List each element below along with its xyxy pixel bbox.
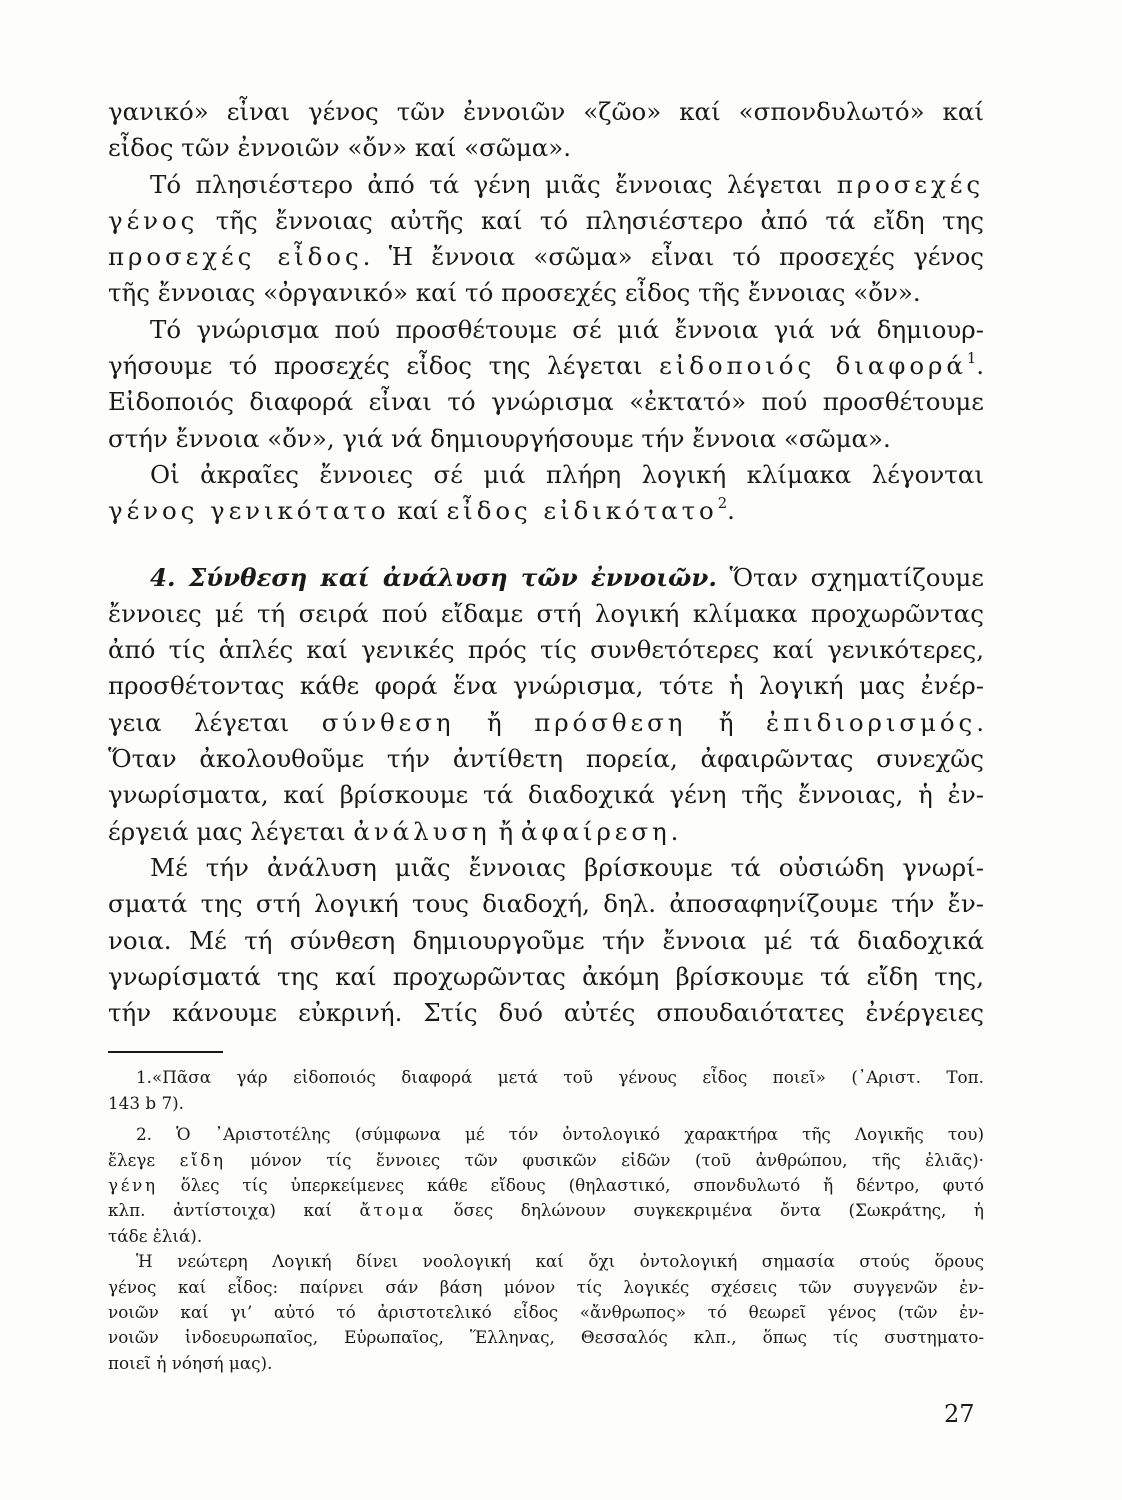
text-run: ἀφαίρεση bbox=[520, 816, 671, 846]
text-run: εἴδη bbox=[179, 1149, 226, 1170]
text-run: γήσουμε τό προσεχές εἶδος της λέγεται bbox=[108, 351, 660, 381]
text-run: έργειά μας λέγεται bbox=[108, 816, 354, 846]
text-run: ἄτομα bbox=[359, 1200, 426, 1221]
body-line bbox=[108, 348, 984, 384]
body-line bbox=[108, 203, 984, 239]
body-line bbox=[108, 995, 984, 1031]
footnote-marker: 1 bbox=[966, 350, 977, 368]
text-run: ἔννοιες μέ τή σειρά πού εἴδαμε στή λογική κλίμακα προχωρῶντας bbox=[108, 598, 984, 628]
text-run: σύνθεση bbox=[321, 707, 455, 737]
body-line bbox=[108, 421, 984, 457]
text-run: ποιεῖ ἡ νόησή μας). bbox=[108, 1352, 273, 1373]
text-run: νοιῶν καί γι’ αὐτό τό ἀριστοτελικό εἶδος «ἄνθρωπος» τό θεωρεῖ γένος (τῶν ἐν- bbox=[108, 1301, 984, 1322]
footnote-line bbox=[108, 1065, 984, 1090]
text-run: ἀνάλυση bbox=[353, 816, 491, 846]
body-line bbox=[108, 632, 984, 668]
footnote-line bbox=[108, 1173, 984, 1198]
page-number: 27 bbox=[944, 1400, 975, 1428]
text-run: γεια λέγεται bbox=[108, 707, 322, 737]
text-run: . bbox=[976, 351, 984, 381]
body-line bbox=[108, 705, 984, 741]
body-line bbox=[108, 741, 984, 777]
text-run: 143 b 7). bbox=[108, 1092, 184, 1113]
text-run: γένος καί εἶδος: παίρνει σάν βάση μόνον τίς λογικές σχέσεις τῶν συγγενῶν ἐν- bbox=[108, 1276, 984, 1297]
text-run: στήν ἔννοια «ὄν», γιά νά δημιουργήσουμε τήν ἔννοια «σῶμα». bbox=[108, 423, 891, 453]
text-run: τῆς ἔννοιας «ὀργανικό» καί τό προσεχές εἶδος τῆς ἔννοιας «ὄν». bbox=[108, 278, 921, 308]
body-line bbox=[108, 130, 984, 166]
text-run: τῆς ἔννοιας αὐτῆς καί τό πλησιέστερο ἀπό τά εἴδη της bbox=[198, 205, 984, 235]
body-line bbox=[108, 668, 984, 704]
text-run: τάδε ἐλιά). bbox=[108, 1225, 203, 1246]
body-line bbox=[108, 167, 984, 203]
text-run: νοιῶν ἰνδοευρωπαῖος, Εὐρωπαῖος, Ἕλληνας, Θεσσαλός κλπ., ὅπως τίς συστηματο- bbox=[108, 1327, 984, 1348]
footnote-line bbox=[108, 1325, 984, 1350]
body-line bbox=[108, 777, 984, 813]
text-run: Ἡ νεώτερη Λογική δίνει νοολογική καί ὄχι ὀντολογική σημασία στούς ὅρους bbox=[136, 1251, 984, 1272]
body-line bbox=[108, 94, 984, 130]
body-line bbox=[108, 814, 984, 850]
text-run: σματά της στή λογική τους διαδοχή, δηλ. ἀποσαφηνίζουμε τήν ἔν- bbox=[108, 889, 984, 919]
text-run: προσθέτοντας κάθε φορά ἕνα γνώρισμα, τότε ἡ λογική μας ἐνέρ- bbox=[108, 671, 984, 701]
text-run: ἤ bbox=[490, 816, 521, 846]
body-line bbox=[108, 312, 984, 348]
body-line bbox=[108, 959, 984, 995]
footnote-line bbox=[108, 1148, 984, 1173]
footnote-marker: 2 bbox=[717, 495, 728, 513]
text-run: ὅλες τίς ὑπερκείμενες κάθε εἴδους (θηλαστικό, σπονδυλωτό ἤ δέντρο, φυτό bbox=[157, 1174, 984, 1195]
text-run: προσεχές bbox=[836, 169, 984, 199]
text-run: πρόσθεση bbox=[534, 707, 687, 737]
text-run: κλπ. ἀντίστοιχα) καί bbox=[108, 1200, 360, 1221]
text-run: ἀπό τίς ἁπλές καί γενικές πρός τίς συνθετότερες καί γενικότερες, bbox=[108, 635, 984, 665]
text-run: Τό πλησιέστερο ἀπό τά γένη μιᾶς ἔννοιας λέγεται bbox=[150, 169, 837, 199]
text-run: γνωρίσματά της καί προχωρῶντας ἀκόμη βρίσκουμε τά εἴδη της, bbox=[108, 961, 984, 991]
body-line bbox=[108, 275, 984, 311]
body-line bbox=[108, 457, 984, 493]
body-line bbox=[108, 923, 984, 959]
text-run: τήν κάνουμε εὐκρινή. Στίς δυό αὐτές σπουδαιότατες ἐνέργειες bbox=[108, 998, 984, 1028]
body-line bbox=[108, 560, 984, 596]
text-run: . bbox=[976, 707, 984, 737]
footnotes bbox=[108, 1065, 984, 1376]
footnote-separator bbox=[108, 1051, 223, 1053]
footnote-line bbox=[108, 1224, 984, 1249]
text-run: . bbox=[670, 816, 679, 846]
body-text bbox=[108, 94, 984, 1031]
text-run: Εἰδοποιός διαφορά εἶναι τό γνώρισμα «ἐκτατό» πού προσθέτουμε bbox=[108, 387, 984, 417]
text-run: Τό γνώρισμα πού προσθέτουμε σέ μιά ἔννοια γιά νά δημιουρ- bbox=[150, 314, 984, 344]
text-run: μόνον τίς ἔννοιες τῶν φυσικῶν εἰδῶν (τοῦ ἀνθρώπου, τῆς ἐλιᾶς)· bbox=[225, 1149, 984, 1170]
text-run: ἤ bbox=[454, 707, 535, 737]
text-run: γένος bbox=[108, 205, 199, 235]
text-run: εἶδος τῶν ἐννοιῶν «ὄν» καί «σῶμα». bbox=[108, 133, 572, 163]
text-run: Οἱ ἀκραῖες ἔννοιες σέ μιά πλήρη λογική κλίμακα λέγονται bbox=[150, 459, 984, 489]
text-run: . Ἡ ἔννοια «σῶμα» εἶναι τό προσεχές γένος bbox=[362, 242, 984, 272]
text-run: ὅσες δηλώνουν συγκεκριμένα ὄντα (Σωκράτης, ἡ bbox=[425, 1200, 984, 1221]
text-run: Ὅταν ἀκολουθοῦμε τήν ἀντίθετη πορεία, ἀφαιρῶντας συνεχῶς bbox=[108, 744, 984, 774]
footnote-line bbox=[108, 1198, 984, 1223]
text-run: 2. Ὁ ᾿Αριστοτέλης (σύμφωνα μέ τόν ὀντολογικό χαρακτήρα τῆς Λογικῆς του) bbox=[136, 1124, 984, 1145]
footnote-line bbox=[108, 1275, 984, 1300]
footnote-line bbox=[108, 1091, 984, 1116]
text-run: 1.«Πᾶσα γάρ εἰδοποιός διαφορά μετά τοῦ γένους εἶδος ποιεῖ» (᾿Αριστ. Τοπ. bbox=[136, 1067, 984, 1088]
text-run: ἤ bbox=[686, 707, 767, 737]
text-run: . bbox=[727, 496, 735, 526]
text-run: γανικό» εἶναι γένος τῶν ἐννοιῶν «ζῶο» καί «σπονδυλωτό» καί bbox=[108, 97, 984, 126]
body-line bbox=[108, 850, 984, 886]
text-run: καί bbox=[389, 496, 447, 526]
footnote-line bbox=[108, 1122, 984, 1147]
text-run: ἐπιδιορισμός bbox=[766, 707, 977, 737]
text-run: ἔλεγε bbox=[108, 1149, 180, 1170]
text-run: γένος γενικότατο bbox=[108, 496, 390, 526]
footnote-line bbox=[108, 1351, 984, 1376]
text-run: νοια. Μέ τή σύνθεση δημιουργοῦμε τήν ἔννοια μέ τά διαδοχικά bbox=[108, 925, 984, 955]
text-run: γνωρίσματα, καί βρίσκουμε τά διαδοχικά γένη τῆς ἔννοιας, ἡ ἐν- bbox=[108, 780, 984, 810]
text-run: Ὅταν σχηματίζουμε bbox=[716, 562, 984, 592]
footnote-line bbox=[108, 1249, 984, 1274]
text-run: Μέ τήν ἀνάλυση μιᾶς ἔννοιας βρίσκουμε τά οὐσιώδη γνωρί- bbox=[150, 852, 984, 882]
body-line bbox=[108, 384, 984, 420]
body-line-gap bbox=[108, 530, 984, 560]
body-line bbox=[108, 239, 984, 275]
footnote-line bbox=[108, 1300, 984, 1325]
text-run: εἰδοποιός διαφορά bbox=[659, 351, 967, 381]
body-line bbox=[108, 596, 984, 632]
page-content bbox=[108, 94, 984, 1376]
text-run: προσεχές εἶδος bbox=[108, 242, 363, 272]
text-run: εἶδος εἰδικότατο bbox=[446, 496, 718, 526]
body-line bbox=[108, 493, 984, 529]
body-line bbox=[108, 886, 984, 922]
text-run: γένη bbox=[108, 1174, 158, 1195]
section-heading: 4. Σύνθεση καί ἀνάλυση τῶν ἐννοιῶν. bbox=[150, 562, 717, 592]
